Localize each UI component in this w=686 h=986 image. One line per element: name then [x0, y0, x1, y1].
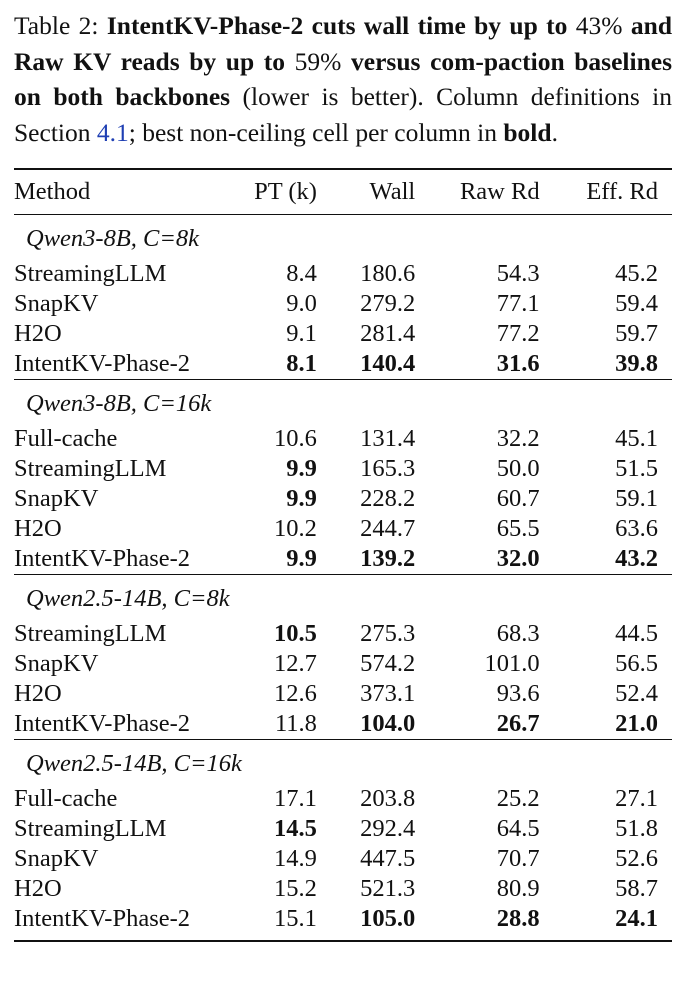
cell-eff-rd: 45.1 — [615, 425, 658, 452]
cell-pt: 12.6 — [274, 680, 317, 707]
group-title-row — [14, 744, 672, 784]
cell-method: H2O — [14, 320, 62, 347]
cell-method: H2O — [14, 515, 62, 542]
table-row — [14, 514, 672, 544]
cell-wall: 373.1 — [360, 680, 416, 707]
table-row — [14, 709, 672, 740]
cell-raw-rd: 32.2 — [496, 425, 540, 452]
cell-pt: 12.7 — [274, 650, 317, 677]
section-ref-link[interactable]: 4.1 — [96, 117, 129, 147]
results-table — [14, 170, 672, 934]
cell-pt: 15.2 — [274, 875, 317, 902]
cell-eff-rd: 21.0 — [615, 710, 658, 737]
cell-raw-rd: 77.2 — [496, 320, 540, 347]
cell-method: SnapKV — [14, 290, 99, 317]
cell-pt: 15.1 — [274, 905, 317, 932]
cell-raw-rd: 80.9 — [496, 875, 540, 902]
table-row — [14, 484, 672, 514]
cell-eff-rd: 51.5 — [615, 455, 658, 482]
table-row — [14, 319, 672, 349]
table-row — [14, 619, 672, 649]
cell-raw-rd: 60.7 — [496, 485, 540, 512]
header-pt: PT (k) — [254, 178, 317, 205]
cell-wall: 275.3 — [360, 620, 416, 647]
cell-method: Full-cache — [14, 785, 118, 812]
caption-bold-1: IntentKV-Phase-2 cuts wall time by up to — [106, 11, 568, 40]
caption-bold-word: bold — [503, 117, 552, 147]
cell-method: IntentKV-Phase-2 — [14, 710, 191, 737]
table-row — [14, 784, 672, 814]
cell-eff-rd: 58.7 — [615, 875, 658, 902]
cell-wall: 292.4 — [360, 815, 416, 842]
cell-wall: 180.6 — [360, 260, 416, 287]
cell-raw-rd: 32.0 — [496, 545, 540, 572]
cell-eff-rd: 59.1 — [615, 485, 658, 512]
cell-pt: 9.9 — [286, 455, 317, 482]
cell-wall: 105.0 — [360, 905, 416, 932]
caption-bold-2: and Raw KV reads by up to — [14, 11, 673, 76]
table-row — [14, 904, 672, 934]
table-row — [14, 259, 672, 289]
cell-pt: 9.1 — [286, 320, 317, 347]
cell-wall: 140.4 — [360, 350, 416, 377]
cell-raw-rd: 70.7 — [496, 845, 540, 872]
cell-wall: 139.2 — [360, 545, 416, 572]
cell-eff-rd: 52.6 — [615, 845, 658, 872]
cell-method: SnapKV — [14, 485, 99, 512]
cell-pt: 8.4 — [286, 260, 317, 287]
cell-raw-rd: 28.8 — [496, 905, 540, 932]
group-title-row — [14, 579, 672, 619]
cell-method: StreamingLLM — [14, 815, 167, 842]
table-bottom-rule — [14, 940, 672, 942]
cell-pt: 17.1 — [274, 785, 317, 812]
cell-eff-rd: 51.8 — [615, 815, 658, 842]
cell-method: StreamingLLM — [14, 620, 167, 647]
table-row — [14, 289, 672, 319]
table-row — [14, 649, 672, 679]
cell-method: StreamingLLM — [14, 455, 167, 482]
cell-eff-rd: 56.5 — [615, 650, 658, 677]
caption-bold-3: versus com-paction baselines on both backbones — [14, 46, 673, 111]
cell-wall: 244.7 — [360, 515, 416, 542]
cell-wall: 574.2 — [360, 650, 416, 677]
header-eff-rd: Eff. Rd — [586, 178, 658, 205]
cell-eff-rd: 24.1 — [615, 905, 658, 932]
table-row — [14, 544, 672, 575]
cell-wall: 281.4 — [360, 320, 416, 347]
cell-method: H2O — [14, 680, 62, 707]
cell-pt: 10.6 — [274, 425, 317, 452]
table-caption — [14, 8, 672, 150]
cell-raw-rd: 25.2 — [496, 785, 540, 812]
group-title-row — [14, 219, 672, 259]
cell-raw-rd: 93.6 — [496, 680, 540, 707]
group-title: Qwen3-8B, C=16k — [26, 390, 212, 417]
table-body — [14, 215, 672, 935]
table-row — [14, 844, 672, 874]
header-method: Method — [14, 178, 91, 205]
group-title-row — [14, 384, 672, 424]
cell-eff-rd: 39.8 — [615, 350, 658, 377]
table-row — [14, 679, 672, 709]
cell-raw-rd: 54.3 — [496, 260, 540, 287]
cell-method: H2O — [14, 875, 62, 902]
cell-wall: 165.3 — [360, 455, 416, 482]
cell-raw-rd: 26.7 — [496, 710, 540, 737]
table-row — [14, 454, 672, 484]
cell-eff-rd: 52.4 — [615, 680, 658, 707]
cell-wall: 447.5 — [360, 845, 416, 872]
cell-pt: 10.5 — [274, 620, 317, 647]
caption-prefix: Table 2: — [14, 11, 107, 40]
caption-end: . — [551, 117, 558, 147]
cell-pt: 14.9 — [274, 845, 317, 872]
header-wall: Wall — [369, 178, 416, 205]
cell-pt: 8.1 — [286, 350, 317, 377]
header-raw-rd: Raw Rd — [459, 178, 540, 205]
cell-pt: 9.0 — [286, 290, 317, 317]
group-title: Qwen2.5-14B, C=16k — [26, 750, 242, 777]
cell-pt: 9.9 — [286, 545, 317, 572]
table-row — [14, 874, 672, 904]
cell-method: IntentKV-Phase-2 — [14, 350, 191, 377]
cell-method: StreamingLLM — [14, 260, 167, 287]
cell-eff-rd: 44.5 — [615, 620, 658, 647]
caption-num-1: 43% — [575, 11, 623, 40]
table-row — [14, 814, 672, 844]
cell-method: IntentKV-Phase-2 — [14, 545, 191, 572]
cell-pt: 9.9 — [286, 485, 317, 512]
header-row — [14, 170, 672, 215]
cell-raw-rd: 77.1 — [496, 290, 540, 317]
group-title: Qwen2.5-14B, C=8k — [26, 585, 230, 612]
table-row — [14, 349, 672, 380]
cell-pt: 11.8 — [274, 710, 317, 737]
cell-method: SnapKV — [14, 845, 99, 872]
cell-method: Full-cache — [14, 425, 118, 452]
cell-eff-rd: 27.1 — [615, 785, 658, 812]
cell-raw-rd: 101.0 — [484, 650, 540, 677]
cell-eff-rd: 63.6 — [615, 515, 658, 542]
cell-raw-rd: 68.3 — [496, 620, 540, 647]
cell-wall: 521.3 — [360, 875, 416, 902]
cell-eff-rd: 45.2 — [615, 260, 658, 287]
cell-method: IntentKV-Phase-2 — [14, 905, 191, 932]
cell-raw-rd: 31.6 — [496, 350, 540, 377]
cell-wall: 131.4 — [360, 425, 416, 452]
cell-wall: 228.2 — [360, 485, 416, 512]
group-title: Qwen3-8B, C=8k — [26, 225, 200, 252]
cell-raw-rd: 50.0 — [496, 455, 540, 482]
cell-eff-rd: 43.2 — [615, 545, 658, 572]
cell-wall: 104.0 — [360, 710, 416, 737]
cell-pt: 14.5 — [274, 815, 317, 842]
cell-raw-rd: 65.5 — [496, 515, 540, 542]
caption-after-bold: (lower is better). Column definitions in Section — [14, 82, 672, 147]
cell-eff-rd: 59.4 — [615, 290, 658, 317]
table-row — [14, 424, 672, 454]
caption-num-2: 59% — [294, 46, 342, 76]
cell-wall: 279.2 — [360, 290, 416, 317]
caption-after-ref: ; best non-ceiling cell per column in — [128, 117, 504, 147]
cell-eff-rd: 59.7 — [615, 320, 658, 347]
cell-wall: 203.8 — [360, 785, 416, 812]
cell-raw-rd: 64.5 — [496, 815, 540, 842]
cell-pt: 10.2 — [274, 515, 317, 542]
cell-method: SnapKV — [14, 650, 99, 677]
